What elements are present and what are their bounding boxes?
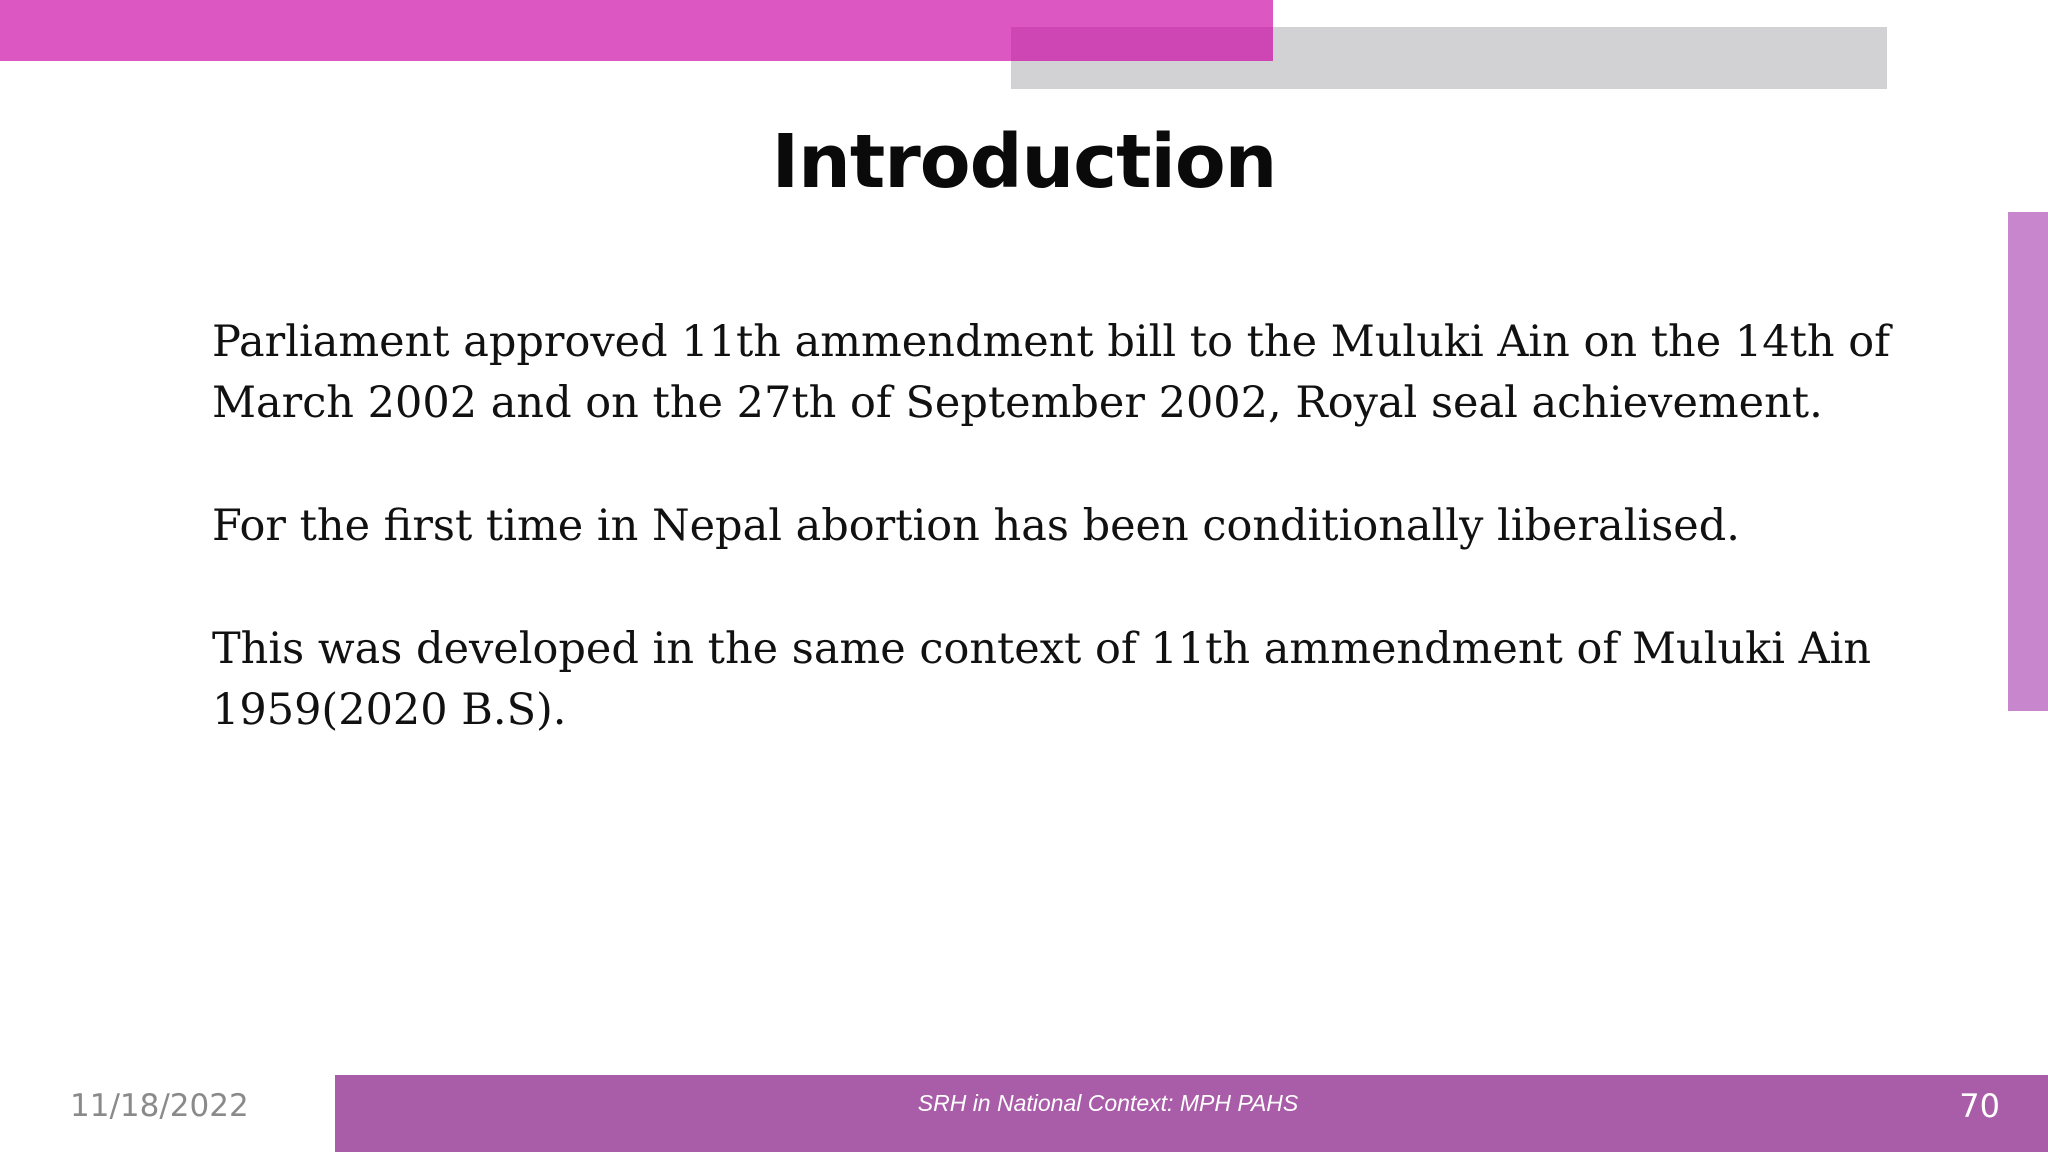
top-bar-overlap	[1011, 27, 1273, 61]
paragraph-liberalised: For the first time in Nepal abortion has been conditionally liberalised.	[212, 501, 1740, 551]
page-number: 70	[1959, 1087, 2000, 1125]
right-side-accent	[2008, 212, 2048, 711]
paragraph-context: This was developed in the same context of 11th ammendment of Muluki Ain 1959(2020 B.S).	[212, 624, 1872, 735]
slide-body	[212, 312, 1892, 803]
slide-title	[0, 112, 2048, 212]
paragraph-parliament: Parliament approved 11th ammendment bill to the Muluki Ain on the 14th of March 2002 and on the 27th of September 2002, Royal seal achievement.	[212, 317, 1891, 428]
footer-date: 11/18/2022	[70, 1088, 249, 1124]
slide-title-text: Introduction	[771, 119, 1277, 205]
footer-caption: SRH in National Context: MPH PAHS	[917, 1090, 1299, 1116]
